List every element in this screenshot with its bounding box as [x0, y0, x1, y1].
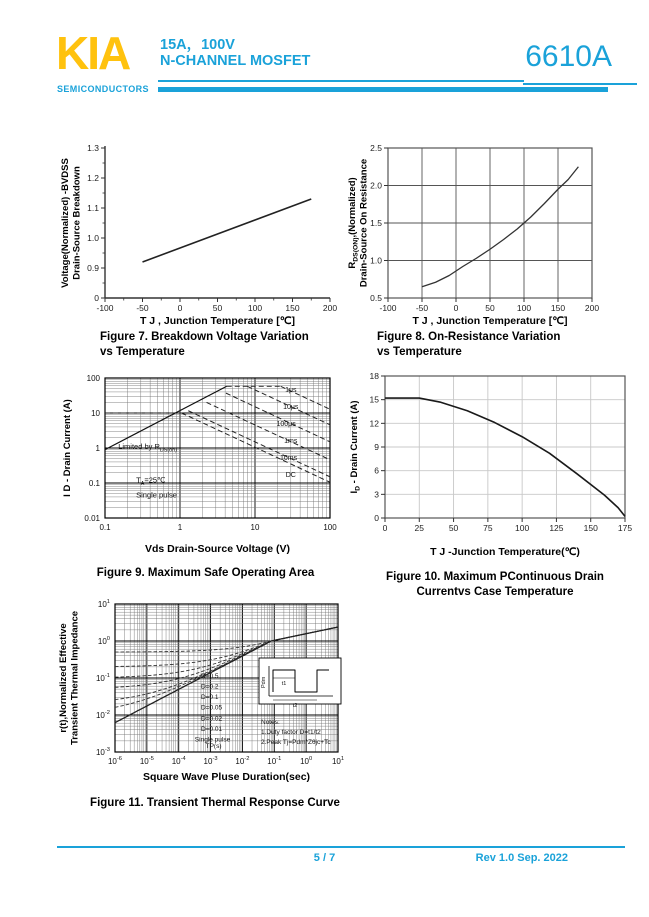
figure7-caption — [100, 330, 350, 360]
svg-text:Notes:: Notes: — [261, 719, 280, 726]
svg-text:r(t),Normalized Effective: r(t),Normalized Effective — [58, 623, 69, 733]
svg-text:50: 50 — [485, 303, 495, 313]
svg-text:1: 1 — [177, 523, 183, 532]
svg-text:RDS(ON),(Normalized): $R_{DS(ON)},(Normalized)$ — [347, 177, 360, 269]
svg-text:0: 0 — [374, 513, 379, 523]
svg-text:0.01: 0.01 — [84, 514, 100, 523]
svg-text:15: 15 — [369, 394, 379, 405]
svg-text:100: $10^0$ — [97, 636, 110, 646]
svg-text:Voltage(Normalized) -BVDSS: Voltage(Normalized) -BVDSS — [60, 158, 71, 288]
svg-text:0.9: 0.9 — [87, 263, 99, 273]
svg-text:1.Duty factor D=t1/t2: 1.Duty factor D=t1/t2 — [261, 729, 321, 736]
svg-text:10-2: $10^{-2}$ — [235, 756, 250, 766]
figure9-soa-chart — [58, 366, 348, 566]
svg-text:1.0: 1.0 — [87, 233, 99, 243]
figure8-caption-line1: Figure 8. On-Resistance Variation — [377, 331, 561, 343]
svg-text:10-3: $10^{-3}$ — [203, 756, 218, 766]
svg-text:1.0: 1.0 — [370, 255, 382, 266]
fig9-plot — [84, 374, 337, 532]
svg-text:12: 12 — [369, 418, 379, 429]
fig7-plot — [87, 143, 337, 313]
svg-text:75: 75 — [483, 523, 493, 533]
svg-text:1.1: 1.1 — [87, 203, 99, 213]
svg-text:10-1: $10^{-1}$ — [95, 673, 110, 683]
svg-text:10-3: $10^{-3}$ — [95, 747, 110, 757]
footer-rule — [57, 846, 625, 848]
svg-text:Single pulse: Single pulse — [136, 490, 177, 500]
figure8-caption-line2: vs Temperature — [377, 346, 462, 358]
svg-text:-100: -100 — [96, 303, 114, 313]
svg-text:1.3: 1.3 — [87, 143, 99, 153]
svg-text:101: $10^1$ — [331, 756, 345, 766]
svg-text:50: 50 — [448, 523, 459, 533]
device-type: N-CHANNEL MOSFET — [160, 53, 311, 69]
figure8-on-resistance-chart — [345, 136, 640, 332]
svg-text:2.5: 2.5 — [370, 143, 382, 153]
fig8-plot — [370, 143, 599, 313]
kia-logo: KIA — [56, 27, 130, 79]
figure10-caption — [345, 570, 645, 600]
svg-text:3: 3 — [374, 489, 379, 500]
svg-text:10μs: 10μs — [283, 404, 299, 412]
svg-text:-50: -50 — [136, 303, 149, 313]
svg-text:-100: -100 — [379, 303, 397, 313]
svg-text:18: 18 — [369, 371, 379, 381]
svg-text:10-1: $10^{-1}$ — [267, 756, 282, 766]
svg-text:D=0.02: D=0.02 — [200, 715, 223, 723]
svg-text:101: $10^1$ — [97, 599, 110, 609]
svg-text:0.5: 0.5 — [370, 293, 382, 303]
svg-text:100: 100 — [247, 303, 263, 313]
logo-subtitle: SEMICONDUCTORS — [57, 84, 149, 94]
device-rating: 15A，100V — [160, 37, 235, 53]
header-rule-thin — [158, 80, 524, 82]
svg-text:10-4: $10^{-4}$ — [171, 756, 186, 766]
svg-text:100: 100 — [86, 374, 100, 383]
svg-text:125: 125 — [549, 523, 564, 533]
svg-text:10-6: $10^{-6}$ — [107, 756, 123, 766]
svg-text:ID - Drain Current (A): $I_D$ - Drain Current (A) — [349, 400, 362, 494]
svg-text:1.5: 1.5 — [370, 218, 382, 228]
svg-text:6: 6 — [374, 465, 379, 476]
figure11-caption: Figure 11. Transient Thermal Response Curve — [90, 797, 340, 809]
svg-text:I D - Drain Current (A): I D - Drain Current (A) — [62, 399, 73, 497]
svg-text:10: 10 — [91, 409, 100, 418]
svg-text:1: 1 — [95, 444, 100, 453]
figure8-caption — [377, 330, 627, 360]
svg-text:D=0.01: D=0.01 — [200, 725, 223, 733]
svg-text:D=0.1: D=0.1 — [200, 694, 219, 702]
figure7-caption-line1: Figure 7. Breakdown Voltage Variation — [100, 331, 309, 343]
part-number: 6610A — [525, 40, 612, 73]
svg-text:T J -Junction Temperature(℃): T J -Junction Temperature(℃) — [430, 546, 580, 558]
svg-text:9: 9 — [374, 442, 379, 452]
svg-text:Transient Thermal Impedance: Transient Thermal Impedance — [69, 610, 81, 746]
svg-text:D=0.5: D=0.5 — [200, 673, 219, 680]
figure10-caption-line2: Currentvs Case Temperature — [416, 586, 574, 598]
svg-text:1μs: 1μs — [285, 386, 297, 394]
svg-text:Square Wave Pluse Duration(sec: Square Wave Pluse Duration(sec) — [142, 771, 311, 783]
svg-text:TP(s): TP(s) — [205, 742, 222, 750]
svg-text:2.Peak Tj=Pdm*Zθjc+Tc: 2.Peak Tj=Pdm*Zθjc+Tc — [261, 739, 331, 746]
figure7-caption-line2: vs Temperature — [100, 346, 185, 358]
svg-text:200: 200 — [584, 303, 600, 313]
svg-text:1.2: 1.2 — [87, 173, 99, 183]
svg-text:0: 0 — [177, 303, 183, 313]
svg-text:100: $10^0$ — [300, 756, 313, 766]
svg-text:150: 150 — [550, 303, 566, 313]
svg-text:200: 200 — [322, 303, 338, 313]
figure10-caption-line1: Figure 10. Maximum PContinuous Drain — [386, 571, 604, 583]
svg-text:t1: t1 — [281, 681, 287, 687]
header-rule-thin-right — [523, 83, 637, 85]
svg-text:100: 100 — [515, 523, 530, 533]
svg-text:-50: -50 — [415, 303, 429, 313]
svg-text:T J , Junction Temperature [℃]: T J , Junction Temperature [℃] — [139, 315, 296, 327]
svg-text:175: 175 — [617, 523, 633, 533]
svg-text:D=0.2: D=0.2 — [200, 683, 219, 691]
svg-text:150: 150 — [583, 523, 598, 533]
svg-text:10ms: 10ms — [279, 455, 298, 463]
svg-text:100: 100 — [323, 523, 337, 532]
svg-text:10: 10 — [250, 523, 260, 532]
svg-text:t2: t2 — [292, 703, 298, 709]
svg-text:100μs: 100μs — [276, 421, 296, 429]
svg-text:0.1: 0.1 — [88, 479, 100, 488]
svg-text:0: 0 — [382, 523, 388, 533]
svg-text:D=0.05: D=0.05 — [200, 704, 223, 712]
figure7-breakdown-voltage-chart — [58, 136, 343, 332]
svg-text:0: 0 — [453, 303, 459, 313]
svg-text:1ms: 1ms — [284, 437, 298, 445]
svg-text:Drain-Source On Resistance: Drain-Source On Resistance — [358, 158, 370, 288]
header-rule-thick — [158, 87, 608, 92]
svg-text:100: 100 — [516, 303, 532, 313]
figure9-caption: Figure 9. Maximum Safe Operating Area — [96, 567, 315, 579]
svg-text:0.1: 0.1 — [99, 523, 111, 532]
fig11-plot — [96, 599, 344, 766]
svg-text:Limited by RDS(on): Limited by $R_{DS(on)}$ — [118, 441, 177, 454]
svg-text:Pdm: Pdm — [261, 676, 267, 688]
svg-text:25: 25 — [414, 523, 425, 533]
svg-text:Vds Drain-Source Voltage (V): Vds Drain-Source Voltage (V) — [144, 543, 291, 555]
svg-text:T J , Junction Temperature [℃]: T J , Junction Temperature [℃] — [412, 315, 568, 327]
fig10-plot — [370, 371, 633, 533]
svg-text:TA=25℃: $T_A=25℃$ — [136, 475, 166, 487]
figure10-drain-current-chart — [345, 366, 645, 566]
revision-label: Rev 1.0 Sep. 2022 — [475, 852, 568, 864]
svg-text:0: 0 — [94, 293, 99, 303]
figure11-thermal-response-chart — [56, 594, 366, 794]
svg-text:50: 50 — [212, 303, 223, 313]
svg-text:10-2: $10^{-2}$ — [95, 710, 110, 720]
svg-text:Drain-Source Breakdown: Drain-Source Breakdown — [71, 166, 83, 280]
svg-text:DC: DC — [285, 471, 296, 479]
svg-text:Single pulse: Single pulse — [194, 736, 231, 744]
svg-text:150: 150 — [285, 303, 300, 313]
svg-text:2.0: 2.0 — [370, 180, 382, 191]
svg-text:10-5: $10^{-5}$ — [139, 756, 154, 766]
page-number: 5 / 7 — [313, 852, 336, 864]
